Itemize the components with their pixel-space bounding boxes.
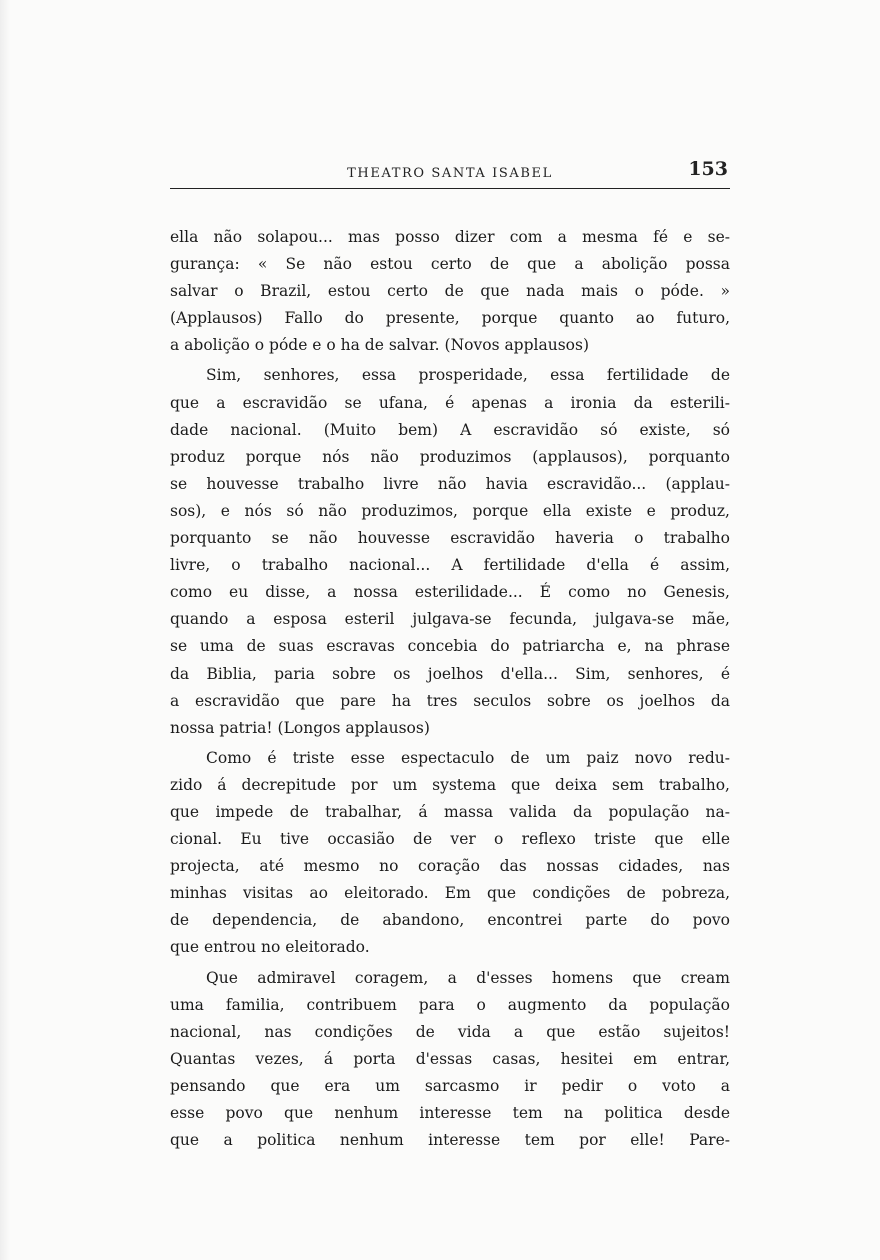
text-line: minhas visitas ao eleitorado. Em que condições de pobreza, bbox=[170, 884, 730, 903]
text-line: ella não solapou... mas posso dizer com a mesma fé e se- bbox=[170, 228, 730, 246]
text-line: se uma de suas escravas concebia do patriarcha e, na phrase bbox=[170, 637, 730, 656]
text-line: esse povo que nenhum interesse tem na politica desde bbox=[170, 1104, 730, 1122]
text-line: da Biblia, paria sobre os joelhos d'ella... Sim, senhores, é bbox=[170, 664, 730, 683]
text-line: gurança: « Se não estou certo de que a abolição possa bbox=[170, 255, 730, 274]
text-line: a escravidão que pare ha tres seculos sobre os joelhos da bbox=[170, 691, 730, 710]
text-line: salvar o Brazil, estou certo de que nada mais o póde. » bbox=[170, 282, 730, 301]
text-line: de dependencia, de abandono, encontrei parte do povo bbox=[170, 911, 730, 930]
body-text bbox=[170, 224, 730, 1154]
text-line: dade nacional. (Muito bem) A escravidão só existe, só bbox=[170, 420, 730, 439]
text-line: produz porque nós não produzimos (applausos), porquanto bbox=[170, 447, 730, 466]
text-line: se houvesse trabalho livre não havia escravidão... (applau- bbox=[170, 474, 730, 493]
text-line: que a politica nenhum interesse tem por elle! Pare- bbox=[170, 1131, 730, 1150]
text-line: zido á decrepitude por um systema que deixa sem trabalho, bbox=[170, 775, 730, 794]
text-line: que entrou no eleitorado. bbox=[170, 938, 370, 957]
text-line: nossa patria! (Longos applausos) bbox=[170, 718, 430, 737]
text-line: cional. Eu tive occasião de ver o reflexo triste que elle bbox=[170, 830, 730, 849]
text-line: sos), e nós só não produzimos, porque ella existe e produz, bbox=[170, 501, 730, 520]
running-title: THEATRO SANTA ISABEL bbox=[347, 166, 553, 181]
page-header bbox=[170, 158, 730, 186]
page-edge-shadow bbox=[0, 0, 10, 1260]
text-line: Sim, senhores, essa prosperidade, essa fertilidade de bbox=[206, 366, 730, 385]
text-line: Quantas vezes, á porta d'essas casas, hesitei em entrar, bbox=[170, 1049, 730, 1068]
text-line: porquanto se não houvesse escravidão haveria o trabalho bbox=[170, 529, 730, 548]
text-line: pensando que era um sarcasmo ir pedir o voto a bbox=[170, 1076, 730, 1095]
text-line: quando a esposa esteril julgava-se fecunda, julgava-se mãe, bbox=[170, 610, 730, 629]
text-line: uma familia, contribuem para o augmento da população bbox=[170, 995, 730, 1014]
text-line: Como é triste esse espectaculo de um paiz novo redu- bbox=[206, 748, 730, 767]
text-line: nacional, nas condições de vida a que estão sujeitos! bbox=[170, 1022, 730, 1041]
text-line: projecta, até mesmo no coração das nossas cidades, nas bbox=[170, 857, 730, 876]
text-line: que a escravidão se ufana, é apenas a ironia da esterili- bbox=[170, 393, 730, 412]
text-line: (Applausos) Fallo do presente, porque quanto ao futuro, bbox=[170, 309, 730, 328]
text-line: que impede de trabalhar, á massa valida da população na- bbox=[170, 802, 730, 821]
header-rule bbox=[170, 188, 730, 189]
page-number: 153 bbox=[688, 158, 728, 180]
text-line: livre, o trabalho nacional... A fertilidade d'ella é assim, bbox=[170, 556, 730, 575]
text-line: Que admiravel coragem, a d'esses homens que cream bbox=[206, 968, 730, 987]
text-line: a abolição o póde e o ha de salvar. (Novos applausos) bbox=[170, 336, 589, 355]
text-line: como eu disse, a nossa esterilidade... É como no Genesis, bbox=[170, 583, 730, 602]
